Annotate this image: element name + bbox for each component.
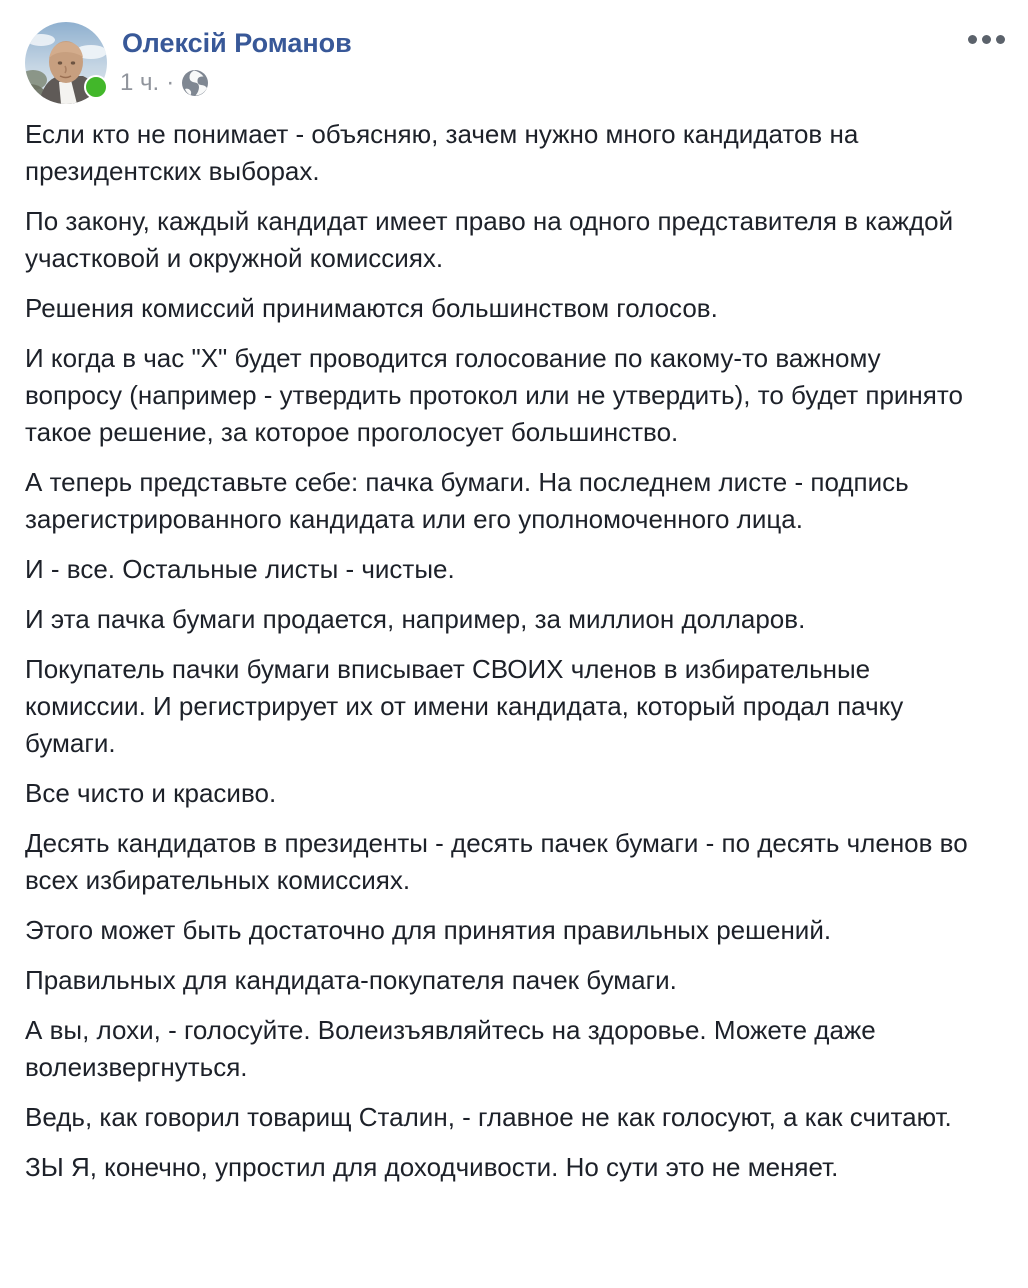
post-paragraph: Покупатель пачки бумаги вписывает СВОИХ членов в избирательные комиссии. И регистрирует их от имени кандидата, который продал пачку бумаги. [25, 654, 904, 758]
author-name-link[interactable]: Олексій Романов [122, 28, 352, 58]
post-paragraph: И эта пачка бумаги продается, например, за миллион долларов. [25, 604, 806, 634]
post-text [0, 116, 980, 1186]
post-paragraph: Десять кандидатов в президенты - десять пачек бумаги - по десять членов во всех избирательных комиссиях. [25, 828, 968, 895]
post-paragraph: Все чисто и красиво. [25, 778, 277, 808]
post-menu-button[interactable] [962, 24, 1010, 54]
post-paragraph: И - все. Остальные листы - чистые. [25, 554, 455, 584]
post-paragraph: Решения комиссий принимаются большинством голосов. [25, 293, 718, 323]
post-paragraph: Ведь, как говорил товарищ Сталин, - главное не как голосуют, а как считают. [25, 1102, 952, 1132]
post-paragraph: Правильных для кандидата-покупателя пачек бумаги. [25, 965, 677, 995]
post-timestamp[interactable]: 1 ч. [120, 69, 160, 96]
post-paragraph: А вы, лохи, - голосуйте. Волеизъявляйтесь на здоровье. Можете даже волеизвергнуться. [25, 1015, 876, 1082]
post-meta-row [120, 68, 209, 98]
ellipsis-icon [968, 35, 977, 44]
post-header [0, 0, 1028, 104]
post-paragraph: ЗЫ Я, конечно, упростил для доходчивости. Но сути это не меняет. [25, 1152, 839, 1182]
post-paragraph: И когда в час "X" будет проводится голосование по какому-то важному вопросу (например - утвердить протокол или не утвердить), то будет принято такое решение, за которое проголосует большинство. [25, 343, 963, 447]
post-paragraph: Если кто не понимает - объясняю, зачем нужно много кандидатов на президентских выборах. [25, 119, 859, 186]
post-paragraph: По закону, каждый кандидат имеет право на одного представителя в каждой участковой и окружной комиссиях. [25, 206, 954, 273]
post-paragraph: А теперь представьте себе: пачка бумаги. На последнем листе - подпись зарегистрированного кандидата или его уполномоченного лица. [25, 467, 909, 534]
online-status-dot [84, 75, 108, 99]
globe-icon [181, 69, 209, 97]
post-paragraph: Этого может быть достаточно для принятия правильных решений. [25, 915, 832, 945]
meta-dot-separator: · [166, 69, 175, 96]
